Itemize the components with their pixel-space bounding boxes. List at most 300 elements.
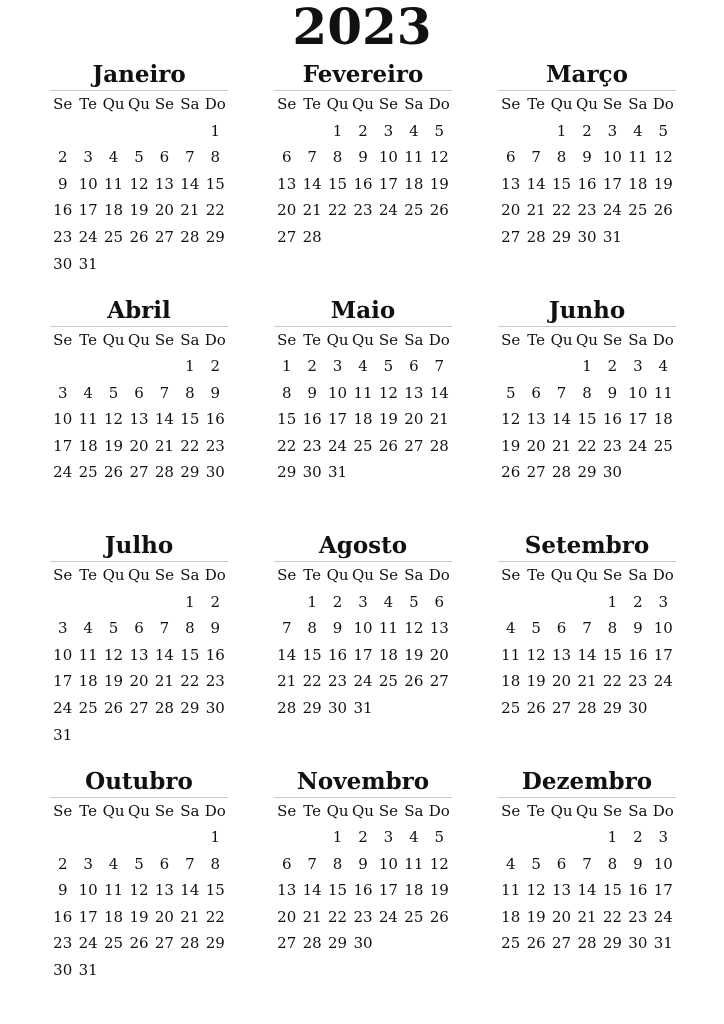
month-2 [274,60,452,296]
month-days [498,327,676,487]
day-number: 2 [307,357,317,376]
day-number: 1 [281,357,292,376]
day-number: 9 [332,619,343,638]
day-number: 11 [653,383,673,402]
weekday-header: Te [527,330,545,349]
day-number: 18 [653,410,673,429]
day-number: 24 [602,201,622,220]
weekday-header: Sa [404,95,424,113]
day-number: 20 [154,907,174,926]
empty-day [152,353,177,380]
month-days [274,562,452,722]
day-number: 2 [582,121,592,140]
month-name: Outubro [50,767,228,798]
day-number: 11 [404,854,424,873]
day-number: 14 [154,645,174,664]
day-number: 12 [653,148,673,167]
day-number: 21 [552,436,572,455]
month-days [498,798,676,958]
day-number: 21 [577,907,597,926]
day-number: 16 [353,881,373,900]
day-number: 26 [501,463,521,482]
day-number: 28 [154,698,174,717]
day-number: 20 [501,201,521,220]
day-number: 1 [556,121,567,140]
day-number: 27 [277,227,297,246]
day-number: 22 [205,201,225,220]
day-number: 10 [78,881,98,900]
weekday-header: Sa [628,566,648,584]
day-number: 8 [185,383,195,402]
weekday-header: Qu [550,95,573,113]
day-number: 27 [129,698,149,717]
day-number: 28 [180,227,200,246]
day-number: 4 [505,854,516,873]
weekday-header: Sa [180,330,200,349]
day-number: 26 [378,436,398,455]
day-number: 25 [78,698,98,717]
weekday-header: Se [378,330,398,349]
day-number: 9 [582,148,592,167]
day-number: 18 [404,174,424,193]
empty-day [101,824,126,851]
day-number: 21 [154,672,174,691]
day-number: 16 [205,410,225,429]
day-number: 6 [505,148,516,167]
day-number: 29 [205,934,225,953]
day-number: 6 [159,854,170,873]
day-number: 24 [628,436,648,455]
day-number: 29 [577,463,597,482]
day-number: 18 [78,672,98,691]
month-1 [50,60,228,296]
weekday-header: Se [154,330,174,349]
day-number: 16 [577,174,597,193]
day-number: 18 [78,436,98,455]
empty-day [75,824,100,851]
weekday-header: Qu [550,566,573,584]
day-number: 24 [378,201,398,220]
empty-day [152,118,177,145]
day-number: 22 [602,672,622,691]
day-number: 13 [552,881,572,900]
day-number: 12 [404,619,424,638]
day-number: 28 [577,934,597,953]
month-10 [50,767,228,1003]
day-number: 12 [429,148,449,167]
day-number: 12 [526,881,546,900]
day-number: 18 [104,907,124,926]
weekday-header: Se [602,95,622,113]
day-number: 1 [332,828,343,847]
day-number: 24 [353,672,373,691]
day-number: 16 [628,881,648,900]
weekday-header: Do [204,95,226,113]
weekday-header: Do [652,95,674,113]
weekday-header: Se [53,95,73,113]
empty-day [126,353,151,380]
day-number: 28 [429,436,449,455]
day-number: 18 [353,410,373,429]
month-name: Maio [274,296,452,327]
weekday-header: Se [154,566,174,584]
day-number: 31 [328,463,348,482]
day-number: 29 [328,934,348,953]
month-name: Dezembro [498,767,676,798]
day-number: 26 [104,698,124,717]
weekday-header: Do [428,330,450,349]
day-number: 13 [429,619,449,638]
weekday-header: Se [602,330,622,349]
day-number: 15 [205,174,225,193]
day-number: 26 [404,672,424,691]
day-number: 21 [526,201,546,220]
day-number: 13 [154,881,174,900]
day-number: 23 [302,436,322,455]
day-number: 17 [653,645,673,664]
day-number: 4 [505,619,516,638]
empty-day [50,353,75,380]
day-number: 3 [83,148,93,167]
day-number: 1 [210,828,221,847]
day-number: 14 [154,410,174,429]
day-number: 30 [53,961,73,980]
day-number: 18 [501,907,521,926]
day-number: 15 [602,881,622,900]
year-title: 2023 [292,0,432,56]
day-number: 21 [429,410,449,429]
day-number: 28 [302,934,322,953]
weekday-header: Qu [576,801,598,820]
empty-day [523,824,548,851]
day-number: 11 [628,148,648,167]
weekday-header: Qu [326,330,349,349]
day-number: 30 [302,463,322,482]
day-number: 3 [57,619,68,638]
day-number: 9 [633,854,643,873]
weekday-header: Te [303,566,321,584]
weekday-header: Sa [180,566,200,584]
day-number: 9 [607,383,618,402]
day-number: 27 [429,672,449,691]
day-number: 22 [328,907,348,926]
day-number: 4 [409,121,419,140]
months-grid [50,60,676,1002]
empty-day [299,118,324,145]
empty-day [498,353,523,380]
day-number: 25 [404,201,424,220]
day-number: 3 [358,592,368,611]
month-days [50,327,228,487]
month-6 [498,296,676,532]
day-number: 18 [628,174,648,193]
day-number: 8 [332,854,343,873]
day-number: 14 [577,881,597,900]
day-number: 16 [205,645,225,664]
day-number: 19 [378,410,398,429]
day-number: 12 [104,645,124,664]
weekday-header: Qu [102,330,125,349]
day-number: 16 [53,201,73,220]
month-days [50,798,228,984]
weekday-header: Do [204,801,226,820]
month-days [498,91,676,251]
empty-day [50,824,75,851]
weekday-header: Qu [352,330,374,349]
day-number: 6 [134,619,144,638]
day-number: 20 [277,201,297,220]
weekday-header: Se [501,566,521,584]
day-number: 2 [607,357,618,376]
empty-day [274,824,299,851]
empty-day [101,589,126,616]
empty-day [498,118,523,145]
day-number: 19 [129,201,149,220]
day-number: 30 [205,463,225,482]
weekday-header: Se [378,801,398,820]
empty-day [274,118,299,145]
day-number: 10 [628,383,648,402]
day-number: 22 [180,436,200,455]
day-number: 7 [434,357,445,376]
day-number: 8 [582,383,592,402]
day-number: 28 [577,698,597,717]
day-number: 11 [378,619,398,638]
day-number: 7 [582,619,592,638]
day-number: 24 [53,463,73,482]
day-number: 3 [383,121,394,140]
weekday-header: Se [501,330,521,349]
day-number: 27 [277,934,297,953]
weekday-header: Se [53,566,73,584]
day-number: 3 [332,357,343,376]
day-number: 8 [281,383,292,402]
month-11 [274,767,452,1003]
weekday-header: Te [527,95,545,113]
day-number: 10 [653,619,673,638]
day-number: 11 [353,383,373,402]
day-number: 10 [78,174,98,193]
day-number: 18 [404,881,424,900]
day-number: 7 [307,148,317,167]
day-number: 24 [328,436,348,455]
day-number: 14 [526,174,546,193]
weekday-header: Do [204,566,226,584]
month-9 [498,531,676,767]
day-number: 21 [277,672,297,691]
day-number: 29 [602,934,622,953]
empty-day [523,353,548,380]
weekday-header: Se [154,801,174,820]
day-number: 19 [129,907,149,926]
day-number: 27 [526,463,546,482]
day-number: 12 [378,383,398,402]
day-number: 9 [307,383,317,402]
weekday-header: Te [79,330,97,349]
weekday-header: Do [428,566,450,584]
day-number: 9 [57,881,68,900]
empty-day [523,118,548,145]
day-number: 25 [104,227,124,246]
day-number: 30 [602,463,622,482]
day-number: 20 [404,410,424,429]
day-number: 11 [104,174,124,193]
day-number: 22 [205,907,225,926]
day-number: 17 [653,881,673,900]
day-number: 4 [83,383,93,402]
day-number: 24 [78,227,98,246]
day-number: 15 [602,645,622,664]
day-number: 30 [205,698,225,717]
day-number: 25 [378,672,398,691]
day-number: 28 [154,463,174,482]
day-number: 10 [53,645,73,664]
day-number: 5 [531,619,541,638]
day-number: 12 [526,645,546,664]
day-number: 13 [154,174,174,193]
weekday-header: Se [277,801,297,820]
empty-day [274,589,299,616]
weekday-header: Te [79,801,97,820]
day-number: 5 [658,121,669,140]
day-number: 1 [307,592,317,611]
day-number: 14 [302,881,322,900]
day-number: 2 [633,592,643,611]
day-number: 26 [526,698,546,717]
day-number: 27 [552,698,572,717]
day-number: 30 [577,227,597,246]
weekday-header: Qu [576,566,598,584]
day-number: 15 [328,881,348,900]
day-number: 8 [307,619,317,638]
day-number: 23 [205,672,225,691]
weekday-header: Se [501,801,521,820]
weekday-header: Se [602,566,622,584]
empty-day [177,824,202,851]
weekday-header: Se [277,330,297,349]
day-number: 20 [552,907,572,926]
day-number: 14 [180,174,200,193]
month-name: Novembro [274,767,452,798]
day-number: 15 [328,174,348,193]
day-number: 4 [358,357,368,376]
day-number: 28 [277,698,297,717]
day-number: 30 [353,934,373,953]
day-number: 1 [582,357,592,376]
day-number: 24 [53,698,73,717]
day-number: 7 [185,854,195,873]
weekday-header: Te [527,566,545,584]
day-number: 20 [154,201,174,220]
day-number: 14 [577,645,597,664]
day-number: 18 [104,201,124,220]
day-number: 15 [205,881,225,900]
empty-day [101,353,126,380]
weekday-header: Te [303,330,321,349]
day-number: 9 [210,383,221,402]
weekday-header: Qu [102,801,125,820]
weekday-header: Se [602,801,622,820]
day-number: 21 [302,907,322,926]
day-number: 3 [607,121,618,140]
day-number: 1 [607,828,618,847]
day-number: 19 [104,672,124,691]
empty-day [50,589,75,616]
weekday-header: Se [378,566,398,584]
month-12 [498,767,676,1003]
day-number: 26 [104,463,124,482]
day-number: 13 [277,881,297,900]
weekday-header: Qu [326,801,349,820]
day-number: 30 [328,698,348,717]
weekday-header: Qu [352,801,374,820]
day-number: 6 [159,148,170,167]
day-number: 3 [658,828,669,847]
weekday-header: Sa [404,566,424,584]
day-number: 23 [53,227,73,246]
day-number: 27 [129,463,149,482]
day-number: 23 [628,907,648,926]
month-name: Junho [498,296,676,327]
day-number: 14 [277,645,297,664]
month-7 [50,531,228,767]
day-number: 26 [429,201,449,220]
day-number: 13 [526,410,546,429]
weekday-header: Qu [128,95,150,113]
day-number: 28 [302,227,322,246]
day-number: 10 [378,854,398,873]
day-number: 25 [628,201,648,220]
day-number: 4 [108,854,119,873]
day-number: 8 [210,148,221,167]
empty-day [549,353,574,380]
day-number: 5 [134,148,144,167]
day-number: 2 [57,854,68,873]
day-number: 26 [129,227,149,246]
day-number: 24 [653,672,673,691]
day-number: 2 [210,592,221,611]
day-number: 13 [129,645,149,664]
weekday-header: Do [428,95,450,113]
day-number: 8 [607,619,618,638]
day-number: 27 [404,436,424,455]
day-number: 7 [281,619,292,638]
empty-day [549,589,574,616]
day-number: 29 [205,227,225,246]
day-number: 16 [628,645,648,664]
day-number: 13 [129,410,149,429]
day-number: 29 [602,698,622,717]
day-number: 2 [210,357,221,376]
day-number: 29 [180,463,200,482]
day-number: 19 [526,672,546,691]
day-number: 17 [353,645,373,664]
day-number: 5 [134,854,144,873]
day-number: 21 [180,201,200,220]
day-number: 10 [353,619,373,638]
day-number: 4 [108,148,119,167]
day-number: 12 [429,854,449,873]
day-number: 29 [277,463,297,482]
day-number: 27 [552,934,572,953]
weekday-header: Qu [128,566,150,584]
day-number: 19 [429,174,449,193]
day-number: 8 [607,854,618,873]
day-number: 25 [501,698,521,717]
weekday-header: Qu [550,801,573,820]
day-number: 5 [108,619,119,638]
day-number: 7 [556,383,567,402]
